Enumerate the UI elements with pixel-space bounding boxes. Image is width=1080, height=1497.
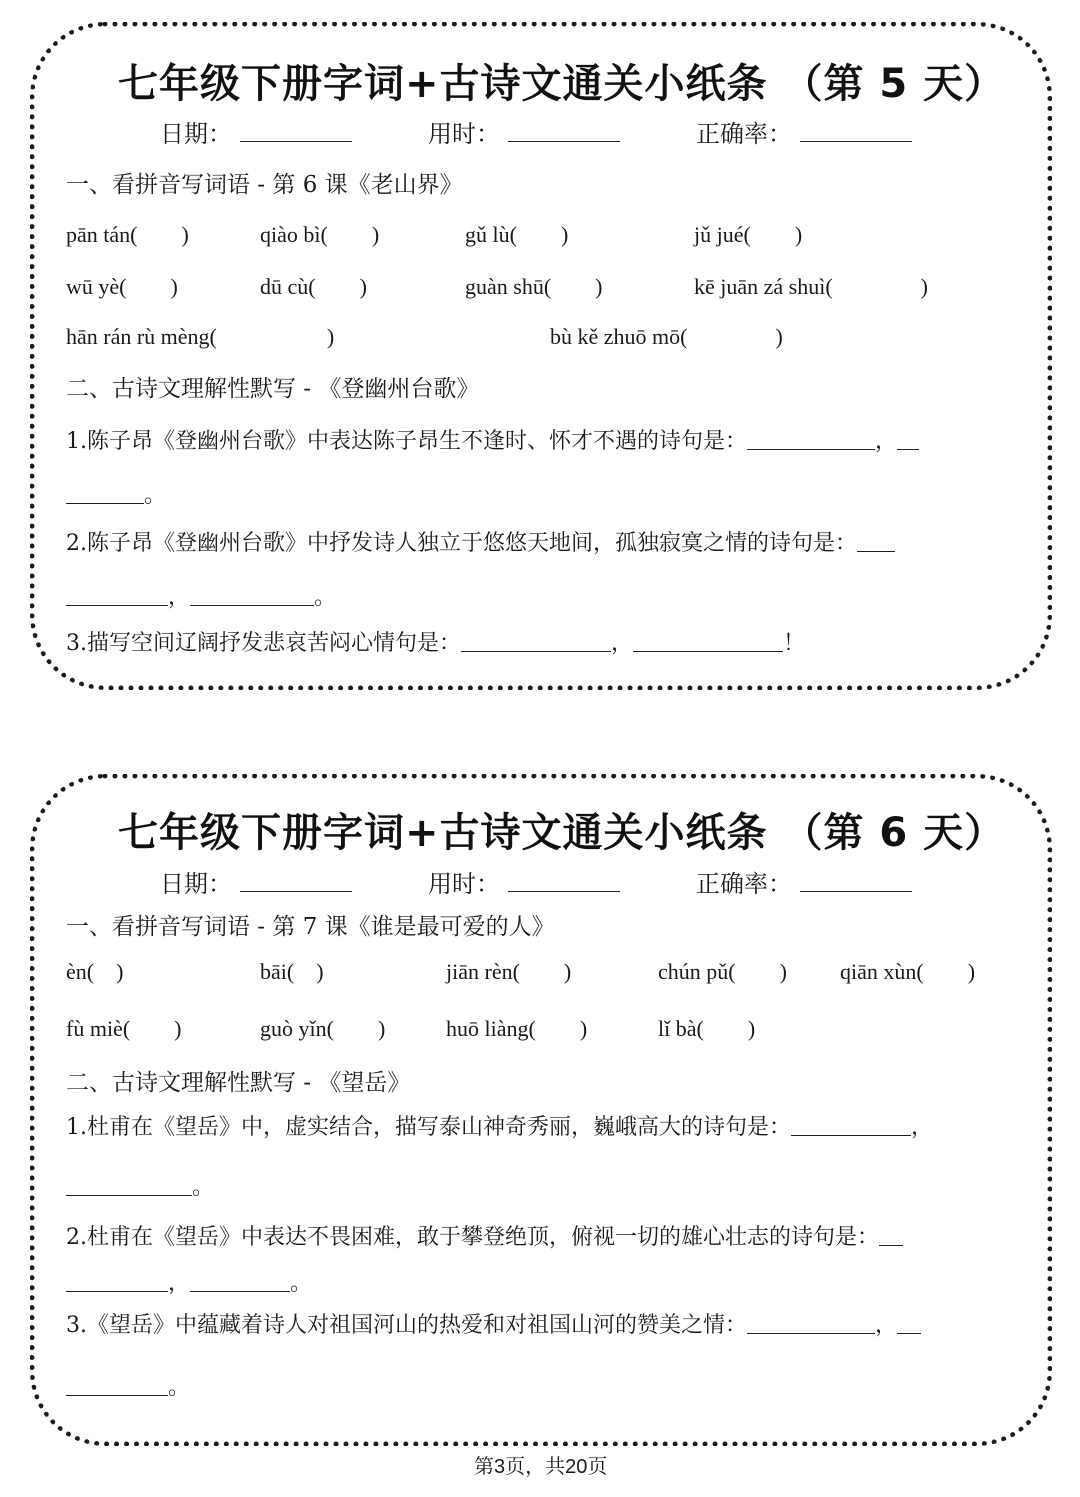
question-text: 1.陈子昂《登幽州台歌》中表达陈子昂生不逢时、怀才不遇的诗句是： <box>66 429 747 454</box>
time-blank[interactable] <box>508 890 620 892</box>
date-field <box>160 114 352 149</box>
time-label: 用时： <box>428 120 500 148</box>
answer-blank[interactable] <box>66 1195 192 1196</box>
punct: 。 <box>290 1271 313 1296</box>
punct: ， <box>875 1313 898 1338</box>
answer-blank[interactable] <box>879 1245 903 1246</box>
page-title-day5: 七年级下册字词+古诗文通关小纸条 （第 5 天） <box>118 61 1006 107</box>
pinyin-item[interactable]: gǔ lù( ) <box>465 222 569 247</box>
question-text: 1.杜甫在《望岳》中，虚实结合，描写泰山神奇秀丽，巍峨高大的诗句是： <box>66 1115 791 1140</box>
pinyin-item[interactable]: guò yǐn( ) <box>260 1016 386 1041</box>
question-3-continued <box>66 1370 190 1401</box>
answer-blank[interactable] <box>66 605 168 606</box>
punct: 。 <box>144 483 167 508</box>
question-text: 2.陈子昂《登幽州台歌》中抒发诗人独立于悠悠天地间，孤独寂寞之情的诗句是： <box>66 531 857 556</box>
answer-blank[interactable] <box>791 1135 911 1136</box>
question-1-continued <box>66 1170 214 1201</box>
punct: ！ <box>783 631 806 656</box>
question-1 <box>66 424 919 455</box>
time-field <box>428 114 620 149</box>
pinyin-item[interactable]: huō liàng( ) <box>446 1016 588 1041</box>
page-number: 第3页，共20页 <box>474 1456 608 1478</box>
pinyin-item[interactable]: jǔ jué( ) <box>694 222 803 247</box>
pinyin-item[interactable]: guàn shū( ) <box>465 274 603 299</box>
pinyin-item[interactable]: kē juān zá shuì( ) <box>694 274 928 299</box>
answer-blank[interactable] <box>66 1291 168 1292</box>
pinyin-item[interactable]: pān tán( ) <box>66 222 189 247</box>
date-label: 日期： <box>160 120 232 148</box>
time-label: 用时： <box>428 870 500 898</box>
accuracy-field <box>696 864 912 899</box>
answer-blank[interactable] <box>66 1395 168 1396</box>
pinyin-item[interactable]: lǐ bà( ) <box>658 1016 756 1041</box>
date-blank[interactable] <box>240 890 352 892</box>
pinyin-item[interactable]: qiào bì( ) <box>260 222 380 247</box>
pinyin-item[interactable]: dū cù( ) <box>260 274 367 299</box>
accuracy-label: 正确率： <box>696 120 792 148</box>
question-text: 3.描写空间辽阔抒发悲哀苦闷心情句是： <box>66 631 461 656</box>
section-heading-poetry: 二、古诗文理解性默写 - 《登幽州台歌》 <box>66 376 480 402</box>
answer-blank[interactable] <box>747 1333 875 1334</box>
question-2 <box>66 526 895 557</box>
answer-blank[interactable] <box>633 651 783 652</box>
pinyin-item[interactable]: jiān rèn( ) <box>446 959 572 984</box>
section-heading-pinyin: 一、看拼音写词语 - 第 6 课《老山界》 <box>66 172 463 198</box>
question-3 <box>66 1308 921 1339</box>
accuracy-label: 正确率： <box>696 870 792 898</box>
pinyin-item[interactable]: chún pǔ( ) <box>658 959 787 984</box>
page-title-day6: 七年级下册字词+古诗文通关小纸条 （第 6 天） <box>118 810 1006 856</box>
answer-blank[interactable] <box>857 551 895 552</box>
time-blank[interactable] <box>508 140 620 142</box>
question-2-continued <box>66 1266 312 1297</box>
answer-blank[interactable] <box>190 605 314 606</box>
pinyin-item[interactable]: qiān xùn( ) <box>840 959 976 984</box>
question-2-continued <box>66 580 336 611</box>
question-text: 2.杜甫在《望岳》中表达不畏困难，敢于攀登绝顶，俯视一切的雄心壮志的诗句是： <box>66 1225 879 1250</box>
punct: ， <box>168 585 191 610</box>
pinyin-item[interactable]: wū yè( ) <box>66 274 178 299</box>
answer-blank[interactable] <box>747 449 875 450</box>
punct: ， <box>875 429 898 454</box>
punct: 。 <box>314 585 337 610</box>
answer-blank[interactable] <box>66 503 144 504</box>
pinyin-item[interactable]: fù miè( ) <box>66 1016 182 1041</box>
answer-blank[interactable] <box>897 449 919 450</box>
punct: ， <box>611 631 634 656</box>
pinyin-item[interactable]: hān rán rù mèng( ) <box>66 324 335 349</box>
answer-blank[interactable] <box>897 1333 921 1334</box>
answer-blank[interactable] <box>461 651 611 652</box>
accuracy-field <box>696 114 912 149</box>
question-1-continued <box>66 478 166 509</box>
section-heading-poetry: 二、古诗文理解性默写 - 《望岳》 <box>66 1070 411 1096</box>
time-field <box>428 864 620 899</box>
punct: ， <box>168 1271 191 1296</box>
answer-blank[interactable] <box>190 1291 290 1292</box>
punct: 。 <box>192 1175 215 1200</box>
date-field <box>160 864 352 899</box>
section-heading-pinyin: 一、看拼音写词语 - 第 7 课《谁是最可爱的人》 <box>66 914 555 940</box>
date-blank[interactable] <box>240 140 352 142</box>
question-3 <box>66 626 805 657</box>
accuracy-blank[interactable] <box>800 890 912 892</box>
pinyin-item[interactable]: èn( ) <box>66 959 124 984</box>
punct: ， <box>911 1115 934 1140</box>
pinyin-item[interactable]: bù kě zhuō mō( ) <box>550 324 783 349</box>
question-text: 3.《望岳》中蕴藏着诗人对祖国河山的热爱和对祖国山河的赞美之情： <box>66 1313 747 1338</box>
question-1 <box>66 1110 933 1141</box>
pinyin-item[interactable]: bāi( ) <box>260 959 324 984</box>
punct: 。 <box>168 1375 191 1400</box>
date-label: 日期： <box>160 870 232 898</box>
accuracy-blank[interactable] <box>800 140 912 142</box>
question-2 <box>66 1220 903 1251</box>
